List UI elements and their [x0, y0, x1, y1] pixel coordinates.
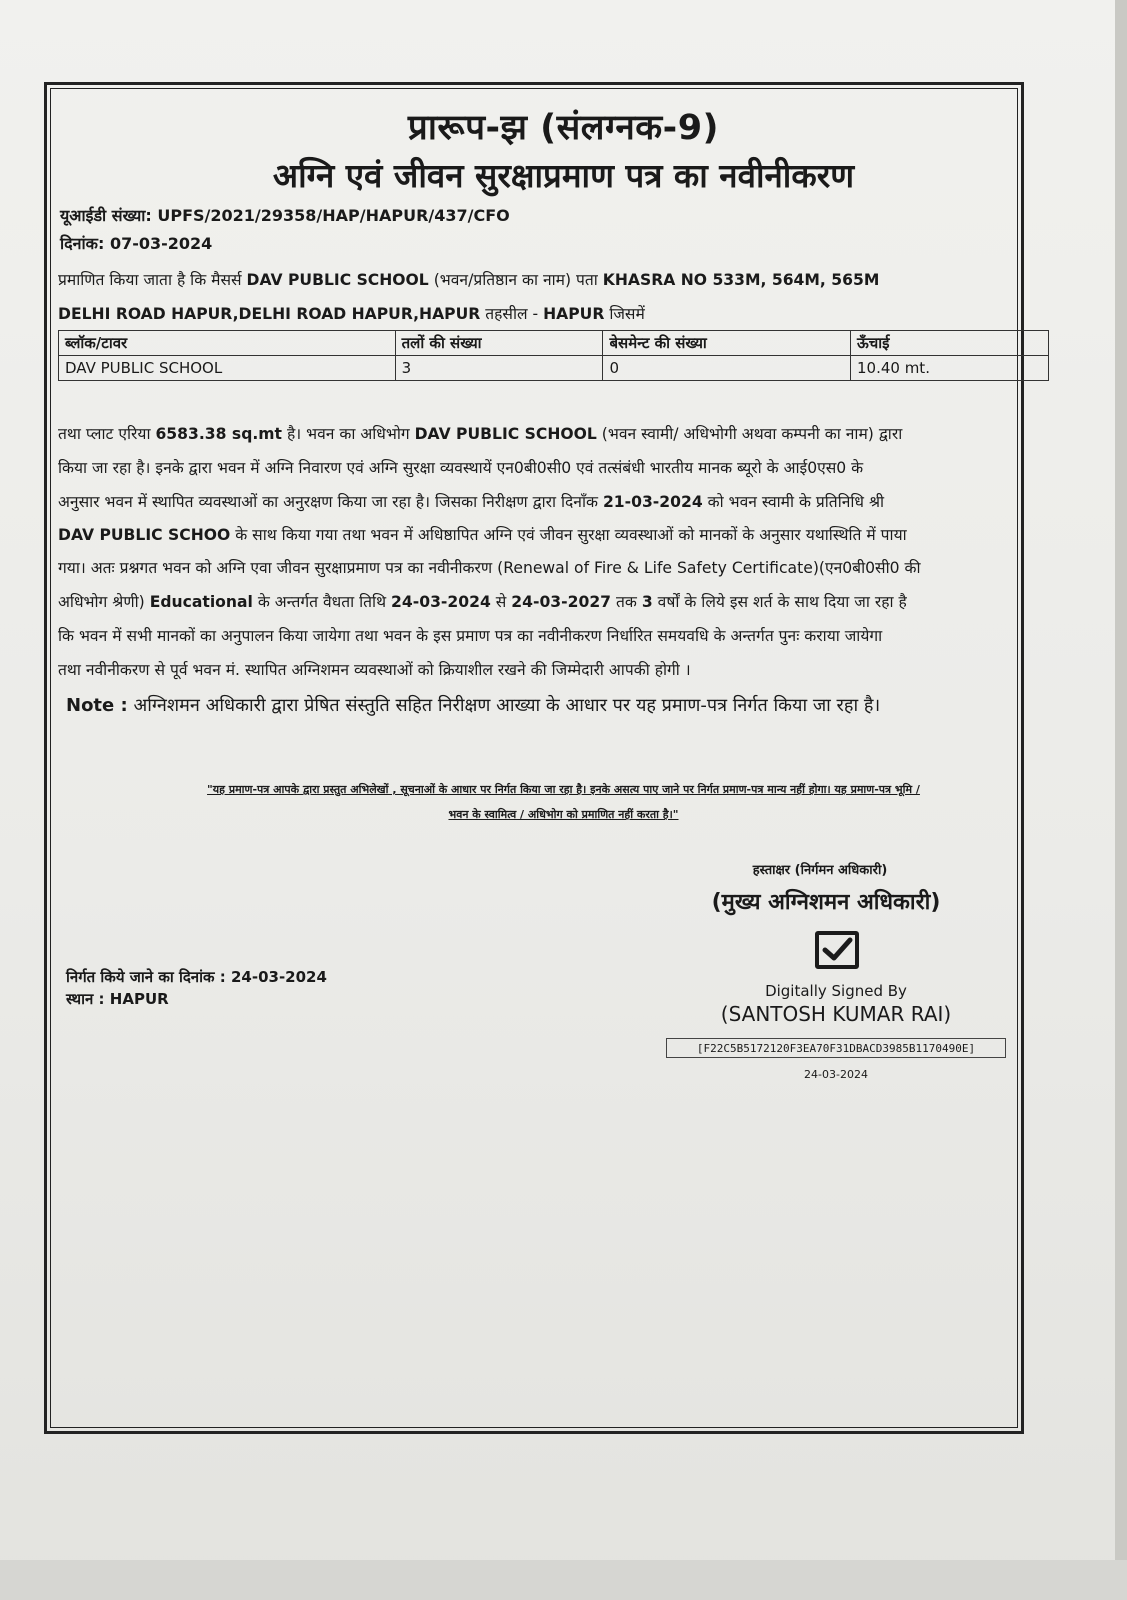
date-label: दिनांक: — [60, 234, 105, 253]
note-label: Note : — [66, 695, 128, 716]
table-cell: 0 — [603, 356, 851, 381]
page-edge — [1115, 0, 1127, 1600]
table-cell: 3 — [395, 356, 603, 381]
column-header: बेसमेन्ट की संख्या — [603, 331, 851, 356]
body-text: वर्षों के लिये इस शर्त के साथ दिया जा रहा है — [657, 593, 907, 611]
table-cell: 10.40 mt. — [850, 356, 1048, 381]
body-line-1 — [58, 422, 902, 444]
signature-label: हस्ताक्षर (निर्गमन अधिकारी) — [752, 863, 888, 878]
intro-text: (भवन/प्रतिष्ठान का नाम) पता — [433, 271, 598, 289]
body-line-7: कि भवन में सभी मानकों का अनुपालन किया जायेगा तथा भवन के इस प्रमाण पत्र का नवीनीकरण निर्धारित समयवधि के अन्तर्गत पुनः कराया जायेगा — [58, 627, 883, 645]
body-text: से — [495, 593, 507, 611]
body-text: तक — [616, 593, 637, 611]
issue-place-value: HAPUR — [109, 990, 169, 1008]
firm-name: DAV PUBLIC SCHOOL — [246, 271, 429, 289]
note-line — [66, 693, 880, 717]
signatory-name: (SANTOSH KUMAR RAI) — [720, 1002, 952, 1026]
date-value: 07-03-2024 — [109, 234, 213, 253]
uid-label: यूआईडी संख्या: — [60, 206, 152, 225]
address-line-1: KHASRA NO 533M, 564M, 565M — [602, 271, 880, 289]
body-text: को भवन स्वामी के प्रतिनिधि श्री — [707, 493, 885, 511]
issue-date-label: निर्गत किये जाने का दिनांक : — [66, 968, 226, 986]
validity-years: 3 — [641, 593, 653, 611]
uid-value: UPFS/2021/29358/HAP/HAPUR/437/CFO — [157, 206, 510, 225]
representative-name: DAV PUBLIC SCHOO — [58, 526, 231, 544]
form-title: प्रारूप-झ (संलग्नक-9) — [407, 108, 720, 148]
body-text: के साथ किया गया तथा भवन में अधिष्ठापित अग्नि एवं जीवन सुरक्षा व्यवस्थाओं को मानकों के अनुसार यथास्थिति में पाया — [235, 526, 907, 544]
checkmark-icon — [815, 931, 859, 969]
page-edge-bottom — [0, 1560, 1127, 1600]
table-cell: DAV PUBLIC SCHOOL — [59, 356, 396, 381]
inspection-date: 21-03-2024 — [602, 493, 703, 511]
building-table — [58, 330, 1049, 381]
tehsil-label: तहसील - — [485, 305, 539, 323]
digitally-signed-label: Digitally Signed By — [765, 982, 907, 1000]
uid-line — [60, 204, 510, 226]
date-line — [60, 232, 212, 254]
issue-date-line — [66, 967, 327, 987]
disclaimer-line-1: "यह प्रमाण-पत्र आपके द्वारा प्रस्तुत अभिलेखों , सूचनाओं के आधार पर निर्गत किया जा रहा है। इनके असत्य पाए जाने पर निर्गत प्रमाण-पत्र मान्य नहीं होगा। यह प्रमाण-पत्र भूमि / — [207, 783, 920, 796]
intro-text: प्रमाणित किया जाता है कि मैसर्स — [58, 271, 242, 289]
intro-line-2 — [58, 302, 645, 324]
occupant-name: DAV PUBLIC SCHOOL — [414, 425, 597, 443]
table-row — [59, 356, 1049, 381]
body-text: (भवन स्वामी/ अधिभोगी अथवा कम्पनी का नाम) द्वारा — [601, 425, 903, 443]
intro-text: जिसमें — [609, 305, 645, 323]
table-header-row — [59, 331, 1049, 356]
column-header: तलों की संख्या — [395, 331, 603, 356]
body-line-2: किया जा रहा है। इनके द्वारा भवन में अग्नि निवारण एवं अग्नि सुरक्षा व्यवस्थायें एन0बी0सी0 एवं तत्संबंधी भारतीय मानक ब्यूरो के आई0एस0 के — [58, 459, 864, 477]
body-text: है। भवन का अधिभोग — [286, 425, 410, 443]
column-header: ब्लॉक/टावर — [59, 331, 396, 356]
valid-from-date: 24-03-2024 — [391, 593, 491, 611]
body-text: अनुसार भवन में स्थापित व्यवस्थाओं का अनुरक्षण किया जा रहा है। जिसका निरीक्षण द्वारा दिनाँक — [58, 493, 598, 511]
tehsil-value: HAPUR — [543, 305, 605, 323]
intro-line-1 — [58, 268, 879, 290]
body-line-8: तथा नवीनीकरण से पूर्व भवन मं. स्थापित अग्निशमन व्यवस्थाओं को क्रियाशील रखने की जिम्मेदारी आपकी होगी । — [58, 661, 691, 679]
body-line-4 — [58, 523, 907, 545]
body-text: के अन्तर्गत वैधता तिथि — [257, 593, 387, 611]
note-text: अग्निशमन अधिकारी द्वारा प्रेषित संस्तुति सहित निरीक्षण आख्या के आधार पर यह प्रमाण-पत्र निर्गत किया जा रहा है। — [133, 695, 881, 716]
address-line-2: DELHI ROAD HAPUR,DELHI ROAD HAPUR,HAPUR — [58, 305, 481, 323]
occupancy-category: Educational — [149, 593, 253, 611]
issue-date-value: 24-03-2024 — [230, 968, 327, 986]
plot-area: 6583.38 sq.mt — [155, 425, 282, 443]
signature-date: 24-03-2024 — [804, 1068, 868, 1081]
column-header: ऊँचाई — [850, 331, 1048, 356]
issue-place-line — [66, 989, 169, 1009]
disclaimer-line-2: भवन के स्वामित्व / अधिभोग को प्रमाणित नहीं करता है।" — [448, 808, 679, 821]
body-line-3 — [58, 490, 884, 512]
valid-to-date: 24-03-2027 — [511, 593, 612, 611]
body-line-6 — [58, 590, 907, 612]
certificate-title: अग्नि एवं जीवन सुरक्षाप्रमाण पत्र का नवीनीकरण — [272, 156, 855, 195]
body-text: अधिभोग श्रेणी) — [58, 593, 145, 611]
issue-place-label: स्थान : — [66, 990, 105, 1008]
signature-hash: [F22C5B5172120F3EA70F31DBACD3985B1170490E] — [666, 1038, 1006, 1058]
body-text: तथा प्लाट एरिया — [58, 425, 151, 443]
body-line-5: गया। अतः प्रश्नगत भवन को अग्नि एवा जीवन सुरक्षाप्रमाण पत्र का नवीनीकरण (Renewal of Fire & Life Safety Certificate)(एन0बी0सी0 की — [58, 559, 921, 577]
officer-designation: (मुख्य अग्निशमन अधिकारी) — [711, 890, 941, 915]
